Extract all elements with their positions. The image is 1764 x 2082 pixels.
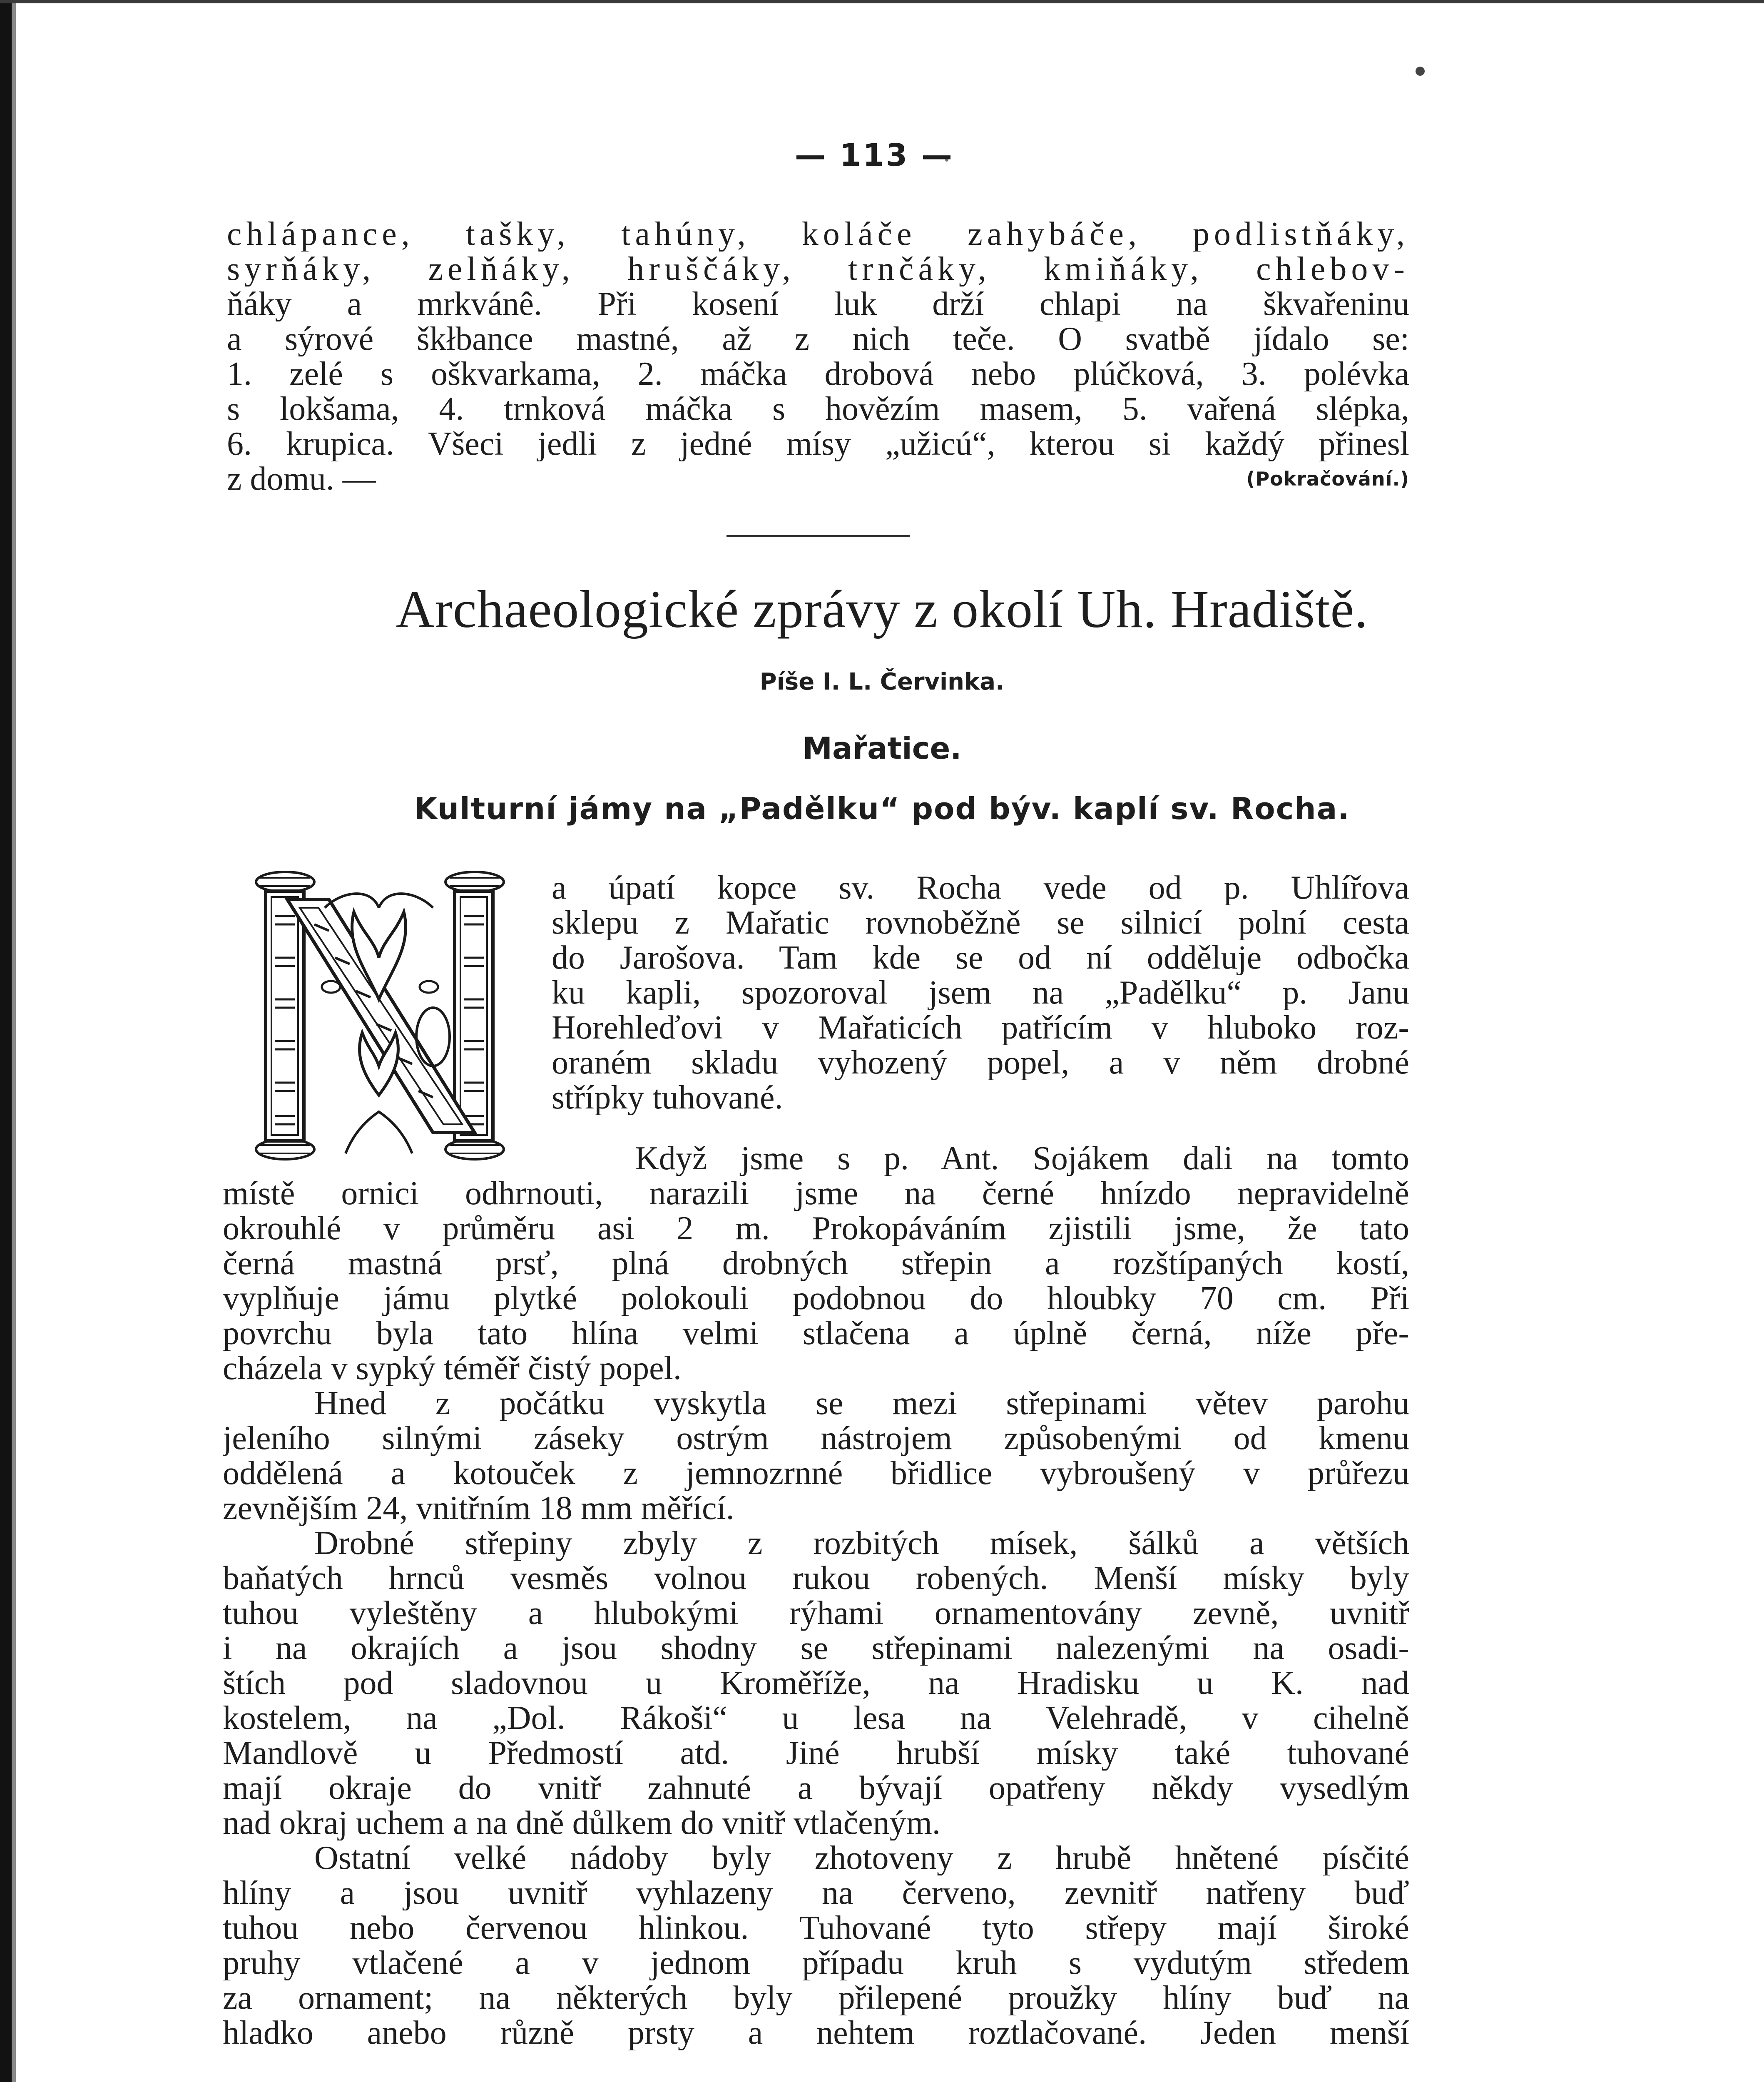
scan-border [0, 0, 12, 2082]
text-line: do Jarošova. Tam kde se od ní odděluje odbočka [552, 940, 1409, 975]
text-line: pruhy vtlačené a v jednom případu kruh s vydutým středem [223, 1945, 1409, 1980]
text-line: mají okraje do vnitř zahnuté a bývají opatřeny někdy vysedlým [223, 1771, 1409, 1806]
page-number: — 113 — [795, 137, 954, 173]
text-line: střípky tuhované. [552, 1080, 783, 1115]
text-line: 6. krupica. Všeci jedli z jedné mísy „užicú“, kterou si každý přinesl [227, 426, 1409, 461]
text-line: s lokšama, 4. trnková máčka s hovězím masem, 5. vařená slépka, [227, 391, 1409, 426]
intro-paragraph [552, 870, 1409, 1115]
section-place: Mařatice. [802, 731, 962, 766]
text-line: baňatých hrnců vesměs volnou rukou robených. Menší mísky byly [223, 1561, 1409, 1596]
scan-speck [1416, 67, 1425, 76]
text-line: z domu. — [227, 461, 376, 497]
text-line: hladko anebo různě prsty a nehtem roztlačované. Jeden menší [223, 2015, 1409, 2050]
scan-border-shadow [12, 0, 16, 2082]
text-line: nad okraj uchem a na dně důlkem do vnitř vtlačeným. [223, 1806, 940, 1840]
text-line: sklepu z Mařatic rovnoběžně se silnicí polní cesta [552, 905, 1409, 940]
text-line: tuhou vyleštěny a hlubokými rýhami ornamentovány zevně, uvnitř [223, 1596, 1409, 1631]
text-line: Horehleďovi v Mařaticích patřícím v hluboko roz- [552, 1010, 1409, 1045]
text-line: místě ornici odhrnouti, narazili jsme na černé hnízdo nepravidelně [223, 1176, 1409, 1211]
text-line: oddělená a kotouček z jemnozrnné břidlice vybroušený v průřezu [223, 1456, 1409, 1491]
article-body [223, 1141, 1409, 2050]
text-line: oraném skladu vyhozený popel, a v něm drobné [552, 1045, 1409, 1080]
text-line: tuhou nebo červenou hlinkou. Tuhované tyto střepy mají široké [223, 1910, 1409, 1945]
closing-line [227, 461, 1409, 496]
text-line: Když jsme s p. Ant. Sojákem dali na tomto [635, 1141, 1409, 1176]
text-line: chlápance, tašky, tahúny, koláče zahybáče, podlistňáky, [227, 217, 1409, 252]
text-line: hlíny a jsou uvnitř vyhlazeny na červeno, zevnitř natřeny buď [223, 1875, 1409, 1910]
text-line: Hned z počátku vyskytla se mezi střepinami větev parohu [314, 1386, 1409, 1421]
text-line: zevnějším 24, vnitřním 18 mm měřící. [223, 1491, 734, 1526]
text-line: štích pod sladovnou u Kroměříže, na Hradisku u K. nad [223, 1666, 1409, 1701]
text-line: povrchu byla tato hlína velmi stlačena a úplně černá, níže pře- [223, 1316, 1409, 1351]
text-line: Drobné střepiny zbyly z rozbitých mísek, šálků a větších [314, 1526, 1409, 1561]
text-line: černá mastná prsť, plná drobných střepin a rozštípaných kostí, [223, 1246, 1409, 1281]
text-line: kostelem, na „Dol. Rákoši“ u lesa na Velehradě, v cihelně [223, 1701, 1409, 1736]
section-divider [726, 535, 910, 537]
scan-top-edge [0, 0, 1764, 3]
continuation-note: (Pokračování.) [1246, 468, 1409, 490]
text-line: i na okrajích a jsou shodny se střepinami nalezenými na osadi- [223, 1631, 1409, 1666]
text-line: vyplňuje jámu plytké polokouli podobnou do hloubky 70 cm. Při [223, 1281, 1409, 1316]
text-line: ku kapli, spozoroval jsem na „Padělku“ p. Janu [552, 975, 1409, 1010]
text-line: a sýrové škłbance mastné, až z nich teče. O svatbě jídalo se: [227, 321, 1409, 356]
previous-article-text [227, 217, 1409, 496]
text-line: Ostatní velké nádoby byly zhotoveny z hrubě hnětené písčité [314, 1840, 1409, 1875]
ornamental-initial [241, 862, 541, 1170]
article-author: Píše I. L. Červinka. [759, 668, 1005, 695]
text-line: jeleního silnými záseky ostrým nástrojem způsobenými od kmenu [223, 1421, 1409, 1456]
section-subheading: Kulturní jámy na „Padělku“ pod býv. kaplí sv. Rocha. [414, 791, 1350, 826]
text-line: a úpatí kopce sv. Rocha vede od p. Uhlířova [552, 870, 1409, 905]
text-line: za ornament; na některých byly přilepené proužky hlíny buď na [223, 1980, 1409, 2015]
text-line: ňáky a mrkvánê. Při kosení luk drží chlapi na škvařeninu [227, 286, 1409, 321]
text-line: Mandlově u Předmostí atd. Jiné hrubší mísky také tuhované [223, 1736, 1409, 1771]
article-title: Archaeologické zprávy z okolí Uh. Hradiště. [396, 580, 1368, 639]
text-line: cházela v sypký téměř čistý popel. [223, 1351, 682, 1386]
text-line: 1. zelé s oškvarkama, 2. máčka drobová nebo plúčková, 3. polévka [227, 356, 1409, 391]
text-line: syrňáky, zelňáky, hruščáky, trnčáky, kmiňáky, chlebov- [227, 252, 1409, 286]
text-line: okrouhlé v průměru asi 2 m. Prokopáváním zjistili jsme, že tato [223, 1211, 1409, 1246]
